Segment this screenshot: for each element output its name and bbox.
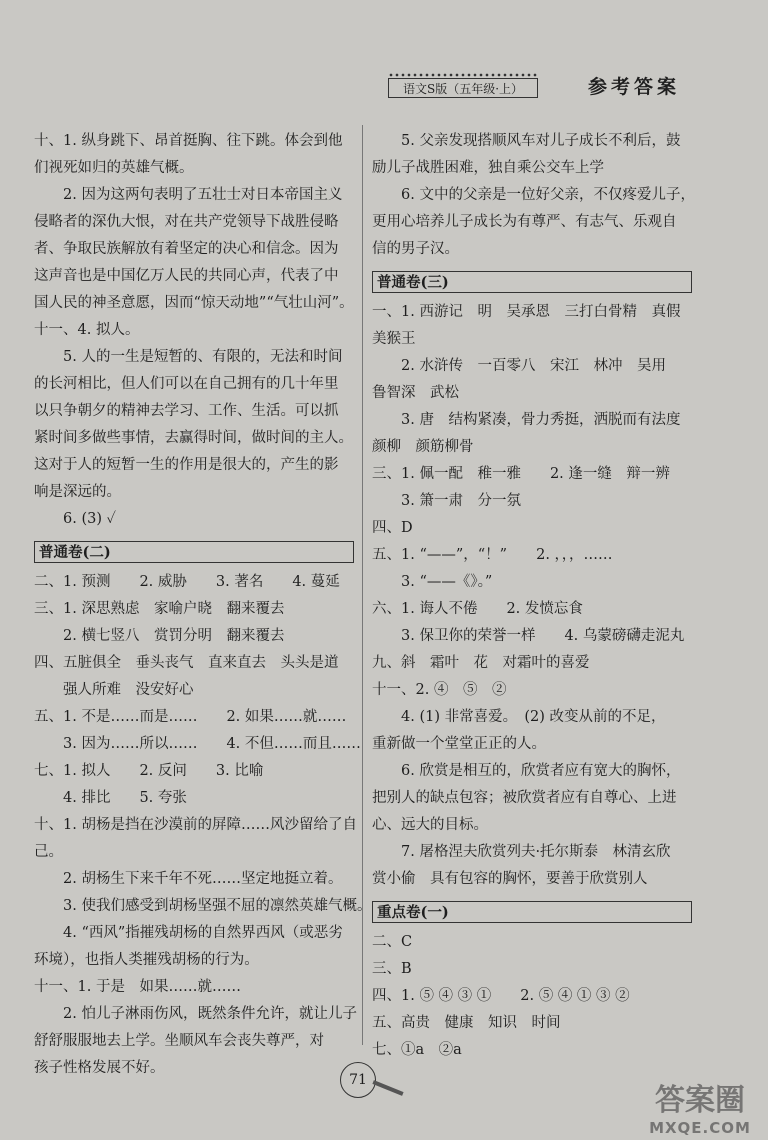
answer-line: 的长河相比，但人们可以在自己拥有的几十年里	[34, 376, 339, 392]
page-header	[388, 72, 698, 102]
watermark-url: MXQE.COM	[649, 1119, 751, 1137]
answer-line: 环境），也指人类摧残胡杨的行为。	[34, 952, 259, 968]
answer-line: 六、1. 诲人不倦 2. 发愤忘食	[372, 601, 583, 617]
answer-line: 己。	[34, 844, 63, 860]
section-heading: 重点卷(一)	[372, 901, 692, 923]
answer-line: 七、1. 拟人 2. 反问 3. 比喻	[34, 763, 264, 779]
answer-line: 强人所难 没安好心	[34, 682, 194, 698]
answer-line: 十、1. 纵身跳下、昂首挺胸、往下跳。体会到他	[34, 133, 343, 149]
answer-line: 十一、4. 拟人。	[34, 322, 140, 338]
answer-line: 孩子性格发展不好。	[34, 1060, 165, 1076]
answer-line: 九、斜 霜叶 花 对霜叶的喜爱	[372, 655, 590, 671]
answer-line: 十一、1. 于是 如果……就……	[34, 979, 241, 995]
header-title: 参考答案	[588, 76, 681, 98]
answer-line: 3. “——《》。”	[372, 574, 493, 590]
answer-line: 6. 文中的父亲是一位好父亲，不仅疼爱儿子，	[372, 187, 695, 203]
answer-line: 七、①a ②a	[372, 1042, 462, 1058]
answer-line: 美猴王	[372, 331, 416, 347]
answer-line: 重新做一个堂堂正正的人。	[372, 736, 546, 752]
answer-line: 3. 因为……所以…… 4. 不但……而且……	[34, 736, 361, 752]
answer-line: 者、争取民族解放有着坚定的决心和信念。因为	[34, 241, 339, 257]
answer-line: 心、远大的目标。	[372, 817, 488, 833]
answer-line: 这对于人的短暂一生的作用是很大的，产生的影	[34, 457, 339, 473]
answer-line: 4. 排比 5. 夸张	[34, 790, 187, 806]
answer-line: 十一、2. ④ ⑤ ②	[372, 682, 507, 698]
answer-line: 以只争朝夕的精神去学习、工作、生活。可以抓	[34, 403, 339, 419]
answer-line: 把别人的缺点包容；被欣赏者应有自尊心、上进	[372, 790, 677, 806]
magnifier-handle-icon	[372, 1080, 403, 1096]
answer-line: 4. “西风”指摧残胡杨的自然界西风（或恶劣	[34, 925, 343, 941]
answer-line: 紧时间多做些事情，去赢得时间，做时间的主人。	[34, 430, 353, 446]
watermark	[640, 1075, 760, 1137]
answer-line: 一、1. 西游记 明 吴承恩 三打白骨精 真假	[372, 304, 681, 320]
answer-line: 2. 因为这两句表明了五壮士对日本帝国主义	[34, 187, 343, 203]
answer-line: 2. 怕儿子淋雨伤风，既然条件允许，就让儿子	[34, 1006, 357, 1022]
answer-line: 四、D	[372, 520, 413, 536]
answer-line: 3. 唐 结构紧凑，骨力秀挺，洒脱而有法度	[372, 412, 681, 428]
answer-line: 五、1. “——”，“！” 2. ，，，……	[372, 547, 613, 563]
answer-line: 国人民的神圣意愿，因而“惊天动地”“气壮山河”。	[34, 295, 354, 311]
answer-line: 6. 欣赏是相互的，欣赏者应有宽大的胸怀，	[372, 763, 681, 779]
answer-line: 侵略者的深仇大恨，对在共产党领导下战胜侵略	[34, 214, 339, 230]
answer-line: 三、1. 深思熟虑 家喻户晓 翻来覆去	[34, 601, 285, 617]
answer-line: 5. 人的一生是短暂的、有限的，无法和时间	[34, 349, 343, 365]
answer-line: 3. 箫一肃 分一氛	[372, 493, 521, 509]
section-heading: 普通卷(三)	[372, 271, 692, 293]
answer-line: 5. 父亲发现搭顺风车对儿子成长不利后，鼓	[372, 133, 681, 149]
section-heading: 普通卷(二)	[34, 541, 354, 563]
answer-line: 6. (3) ✓	[34, 511, 116, 527]
answer-line: 赏小偷 具有包容的胸怀，要善于欣赏别人	[372, 871, 648, 887]
answer-line: 四、五脏俱全 垂头丧气 直来直去 头头是道	[34, 655, 339, 671]
answer-line: 4. (1) 非常喜爱。 (2) 改变从前的不足，	[372, 709, 666, 725]
answer-line: 十、1. 胡杨是挡在沙漠前的屏障……风沙留给了自	[34, 817, 357, 833]
answer-line: 信的男子汉。	[372, 241, 459, 257]
answer-line: 3. 使我们感受到胡杨坚强不屈的凛然英雄气概。	[34, 898, 372, 914]
answer-line: 二、C	[372, 934, 413, 950]
answer-line: 响是深远的。	[34, 484, 121, 500]
page-number: 71	[340, 1062, 376, 1098]
answer-line: 五、1. 不是……而是…… 2. 如果……就……	[34, 709, 347, 725]
answer-line: 二、1. 预测 2. 威胁 3. 著名 4. 蔓延	[34, 574, 340, 590]
answer-line: 们视死如归的英雄气概。	[34, 160, 194, 176]
answer-line: 这声音也是中国亿万人民的共同心声，代表了中	[34, 268, 339, 284]
answer-line: 三、B	[372, 961, 412, 977]
answer-line: 更用心培养儿子成长为有尊严、有志气、乐观自	[372, 214, 677, 230]
answer-line: 2. 胡杨生下来千年不死……坚定地挺立着。	[34, 871, 343, 887]
answer-line: 7. 屠格涅夫欣赏列夫·托尔斯泰 林清玄欣	[372, 844, 671, 860]
answer-line: 五、高贵 健康 知识 时间	[372, 1015, 561, 1031]
answer-line: 2. 水浒传 一百零八 宋江 林冲 吴用	[372, 358, 666, 374]
answer-line: 2. 横七竖八 赏罚分明 翻来覆去	[34, 628, 285, 644]
answer-line: 颜柳 颜筋柳骨	[372, 439, 474, 455]
answer-line: 四、1. ⑤ ④ ③ ① 2. ⑤ ④ ① ③ ②	[372, 988, 630, 1004]
answer-line: 励儿子战胜困难，独自乘公交车上学	[372, 160, 604, 176]
answer-line: 3. 保卫你的荣誉一样 4. 乌蒙磅礴走泥丸	[372, 628, 685, 644]
right-column	[372, 128, 695, 1064]
edition-label: 语文S版（五年级·上）	[388, 78, 538, 98]
answer-line: 鲁智深 武松	[372, 385, 459, 401]
answer-line: 三、1. 佩一配 稚一雅 2. 逢一缝 辩一辨	[372, 466, 670, 482]
watermark-logo: 答案圈	[655, 1083, 745, 1118]
answer-line: 舒舒服服地去上学。坐顺风车会丧失尊严，对	[34, 1033, 324, 1049]
